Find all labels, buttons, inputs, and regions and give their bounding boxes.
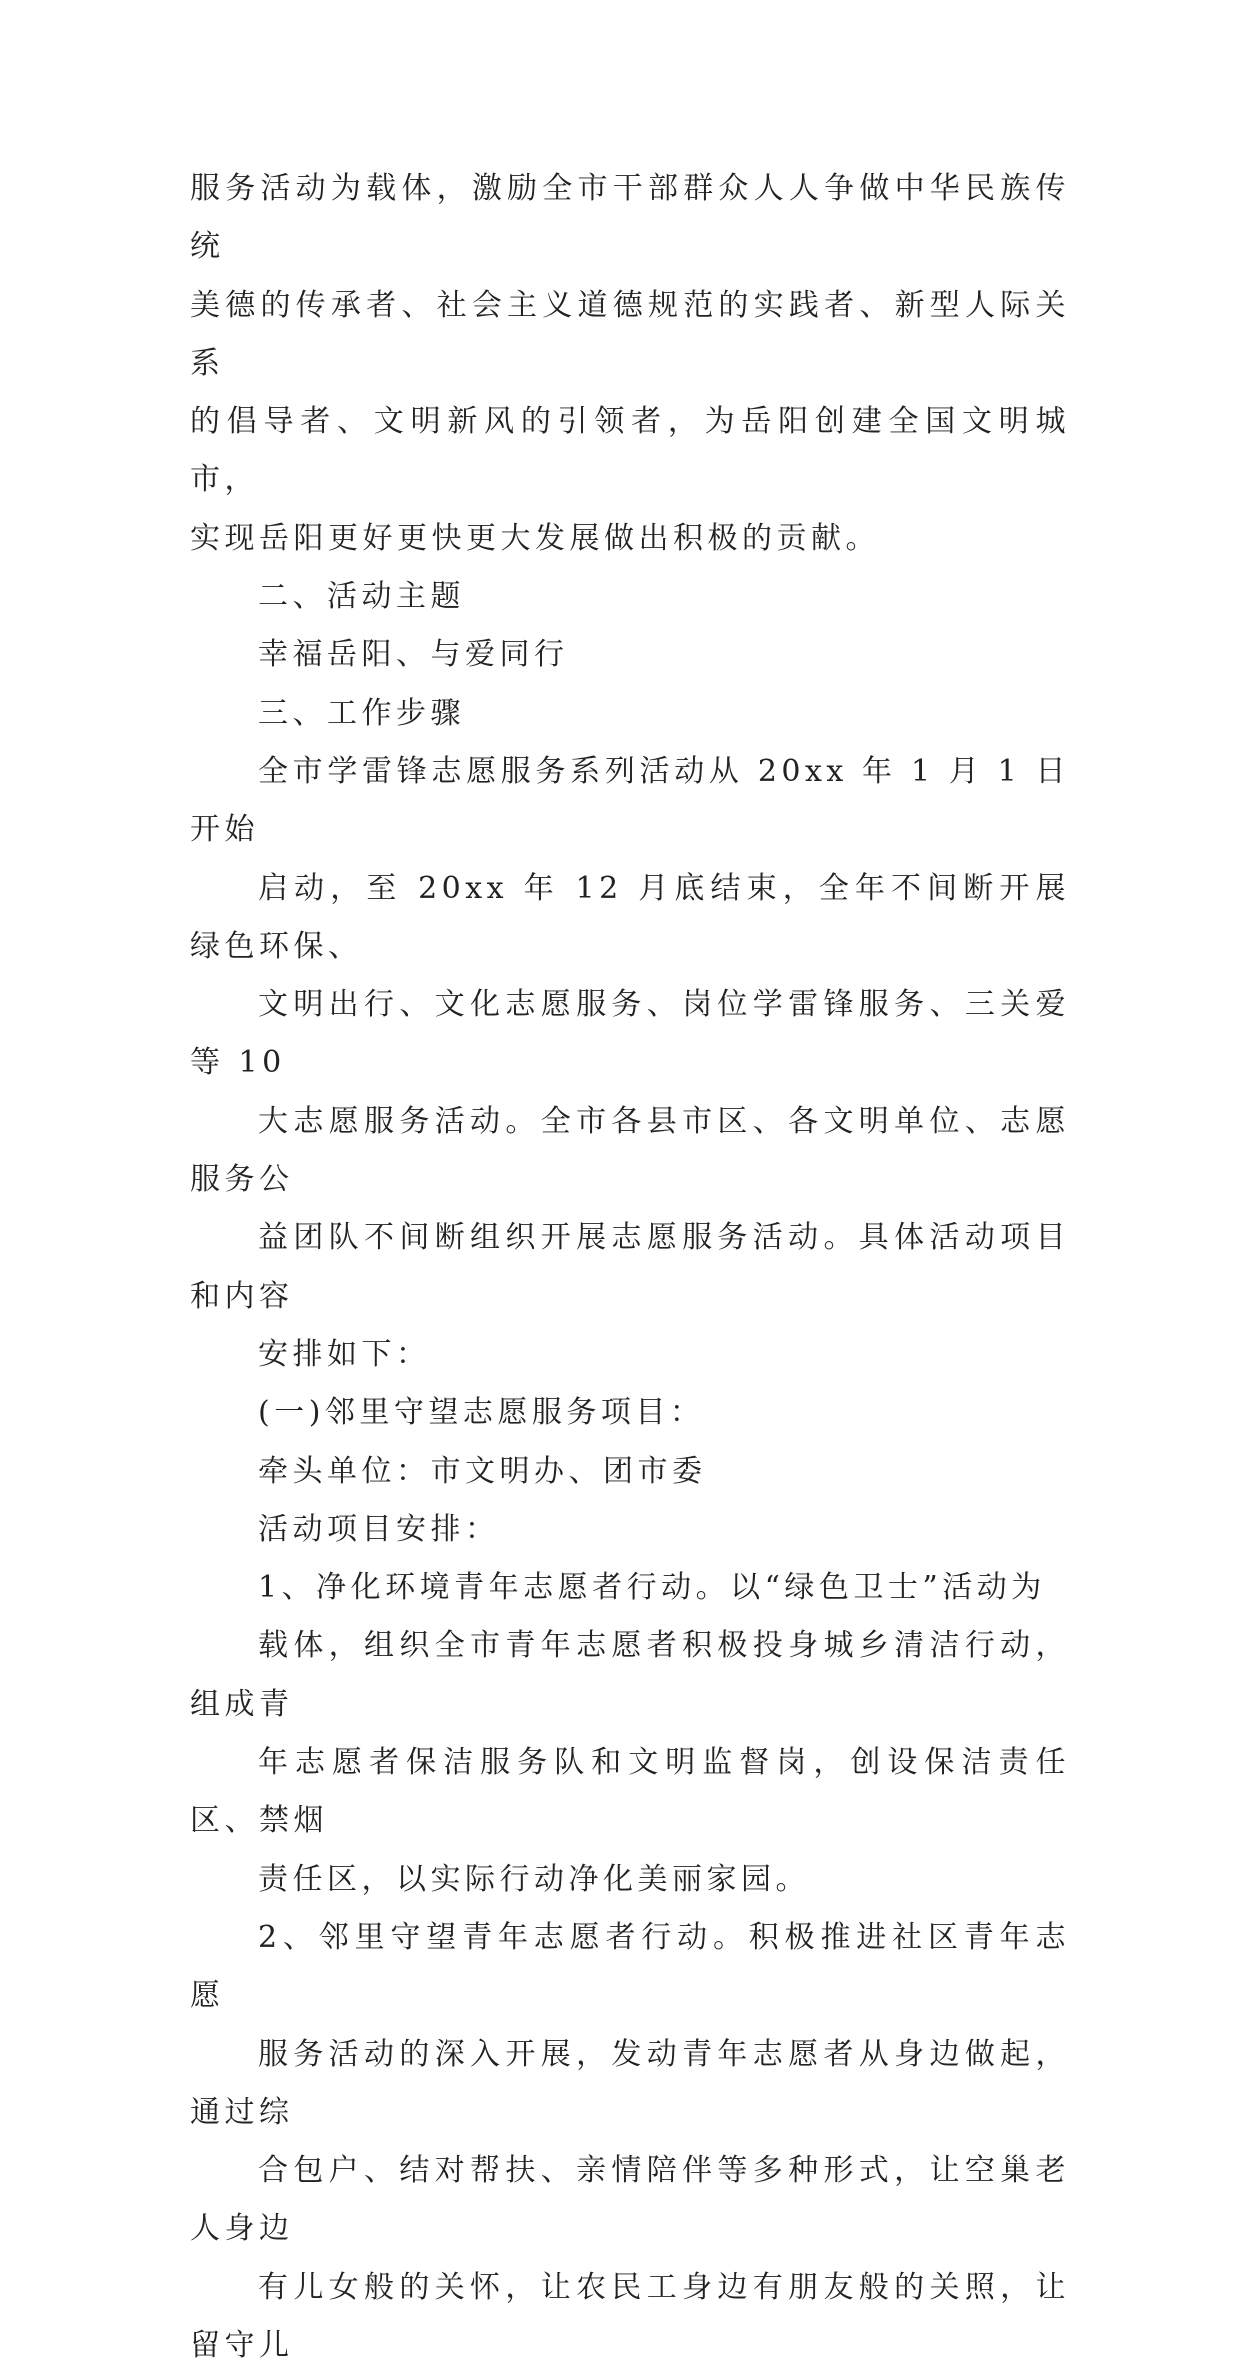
paragraph xyxy=(190,1384,1070,1442)
text-line: 年志愿者保洁服务队和文明监督岗，创设保洁责任区、禁烟 xyxy=(190,1745,1070,1839)
text-line: 文明出行、文化志愿服务、岗位学雷锋服务、三关爱等 10 xyxy=(190,987,1070,1081)
text-line: 益团队不间断组织开展志愿服务活动。具体活动项目和内容 xyxy=(190,1220,1070,1314)
text-line: 安排如下： xyxy=(258,1336,431,1372)
text-line: 活动项目安排： xyxy=(258,1511,500,1547)
paragraph xyxy=(190,685,1070,743)
paragraph xyxy=(190,568,1070,626)
text-line: 二、活动主题 xyxy=(258,579,465,615)
text-line: 实现岳阳更好更快更大发展做出积极的贡献。 xyxy=(190,520,880,556)
text-line: 的倡导者、文明新风的引领者，为岳阳创建全国文明城市， xyxy=(190,404,1070,498)
text-line: 牵头单位：市文明办、团市委 xyxy=(258,1453,707,1489)
paragraph xyxy=(190,1443,1070,1501)
paragraph xyxy=(190,1501,1070,1559)
text-line: 三、工作步骤 xyxy=(258,695,465,731)
paragraph xyxy=(190,626,1070,684)
text-line: 2、邻里守望青年志愿者行动。积极推进社区青年志愿 xyxy=(190,1919,1070,2014)
text-line: 服务活动为载体，激励全市干部群众人人争做中华民族传统 xyxy=(190,171,1070,265)
text-line: 启动，至 20xx 年 12 月底结束，全年不间断开展绿色环保、 xyxy=(190,870,1070,964)
text-line: 合包户、结对帮扶、亲情陪伴等多种形式，让空巢老人身边 xyxy=(190,2153,1070,2247)
paragraph xyxy=(190,1559,1070,1909)
text-line: (一)邻里守望志愿服务项目： xyxy=(258,1395,705,1431)
text-line: 全市学雷锋志愿服务系列活动从 20xx 年 1 月 1 日开始 xyxy=(190,753,1070,848)
text-line: 幸福岳阳、与爱同行 xyxy=(258,637,569,673)
text-line: 载体，组织全市青年志愿者积极投身城乡清洁行动，组成青 xyxy=(190,1628,1070,1722)
paragraph xyxy=(190,743,1070,1384)
paragraph xyxy=(190,160,1070,568)
text-line: 服务活动的深入开展，发动青年志愿者从身边做起，通过综 xyxy=(190,2036,1070,2130)
text-line: 责任区，以实际行动净化美丽家园。 xyxy=(258,1861,810,1897)
paragraph xyxy=(190,1909,1070,2375)
document-body xyxy=(190,160,1070,2375)
text-line: 1、净化环境青年志愿者行动。以“绿色卫士”活动为 xyxy=(258,1570,1046,1606)
text-line: 美德的传承者、社会主义道德规范的实践者、新型人际关系 xyxy=(190,287,1070,381)
text-line: 大志愿服务活动。全市各县市区、各文明单位、志愿服务公 xyxy=(190,1103,1070,1198)
text-line: 有儿女般的关怀，让农民工身边有朋友般的关照，让留守儿 xyxy=(190,2269,1070,2363)
